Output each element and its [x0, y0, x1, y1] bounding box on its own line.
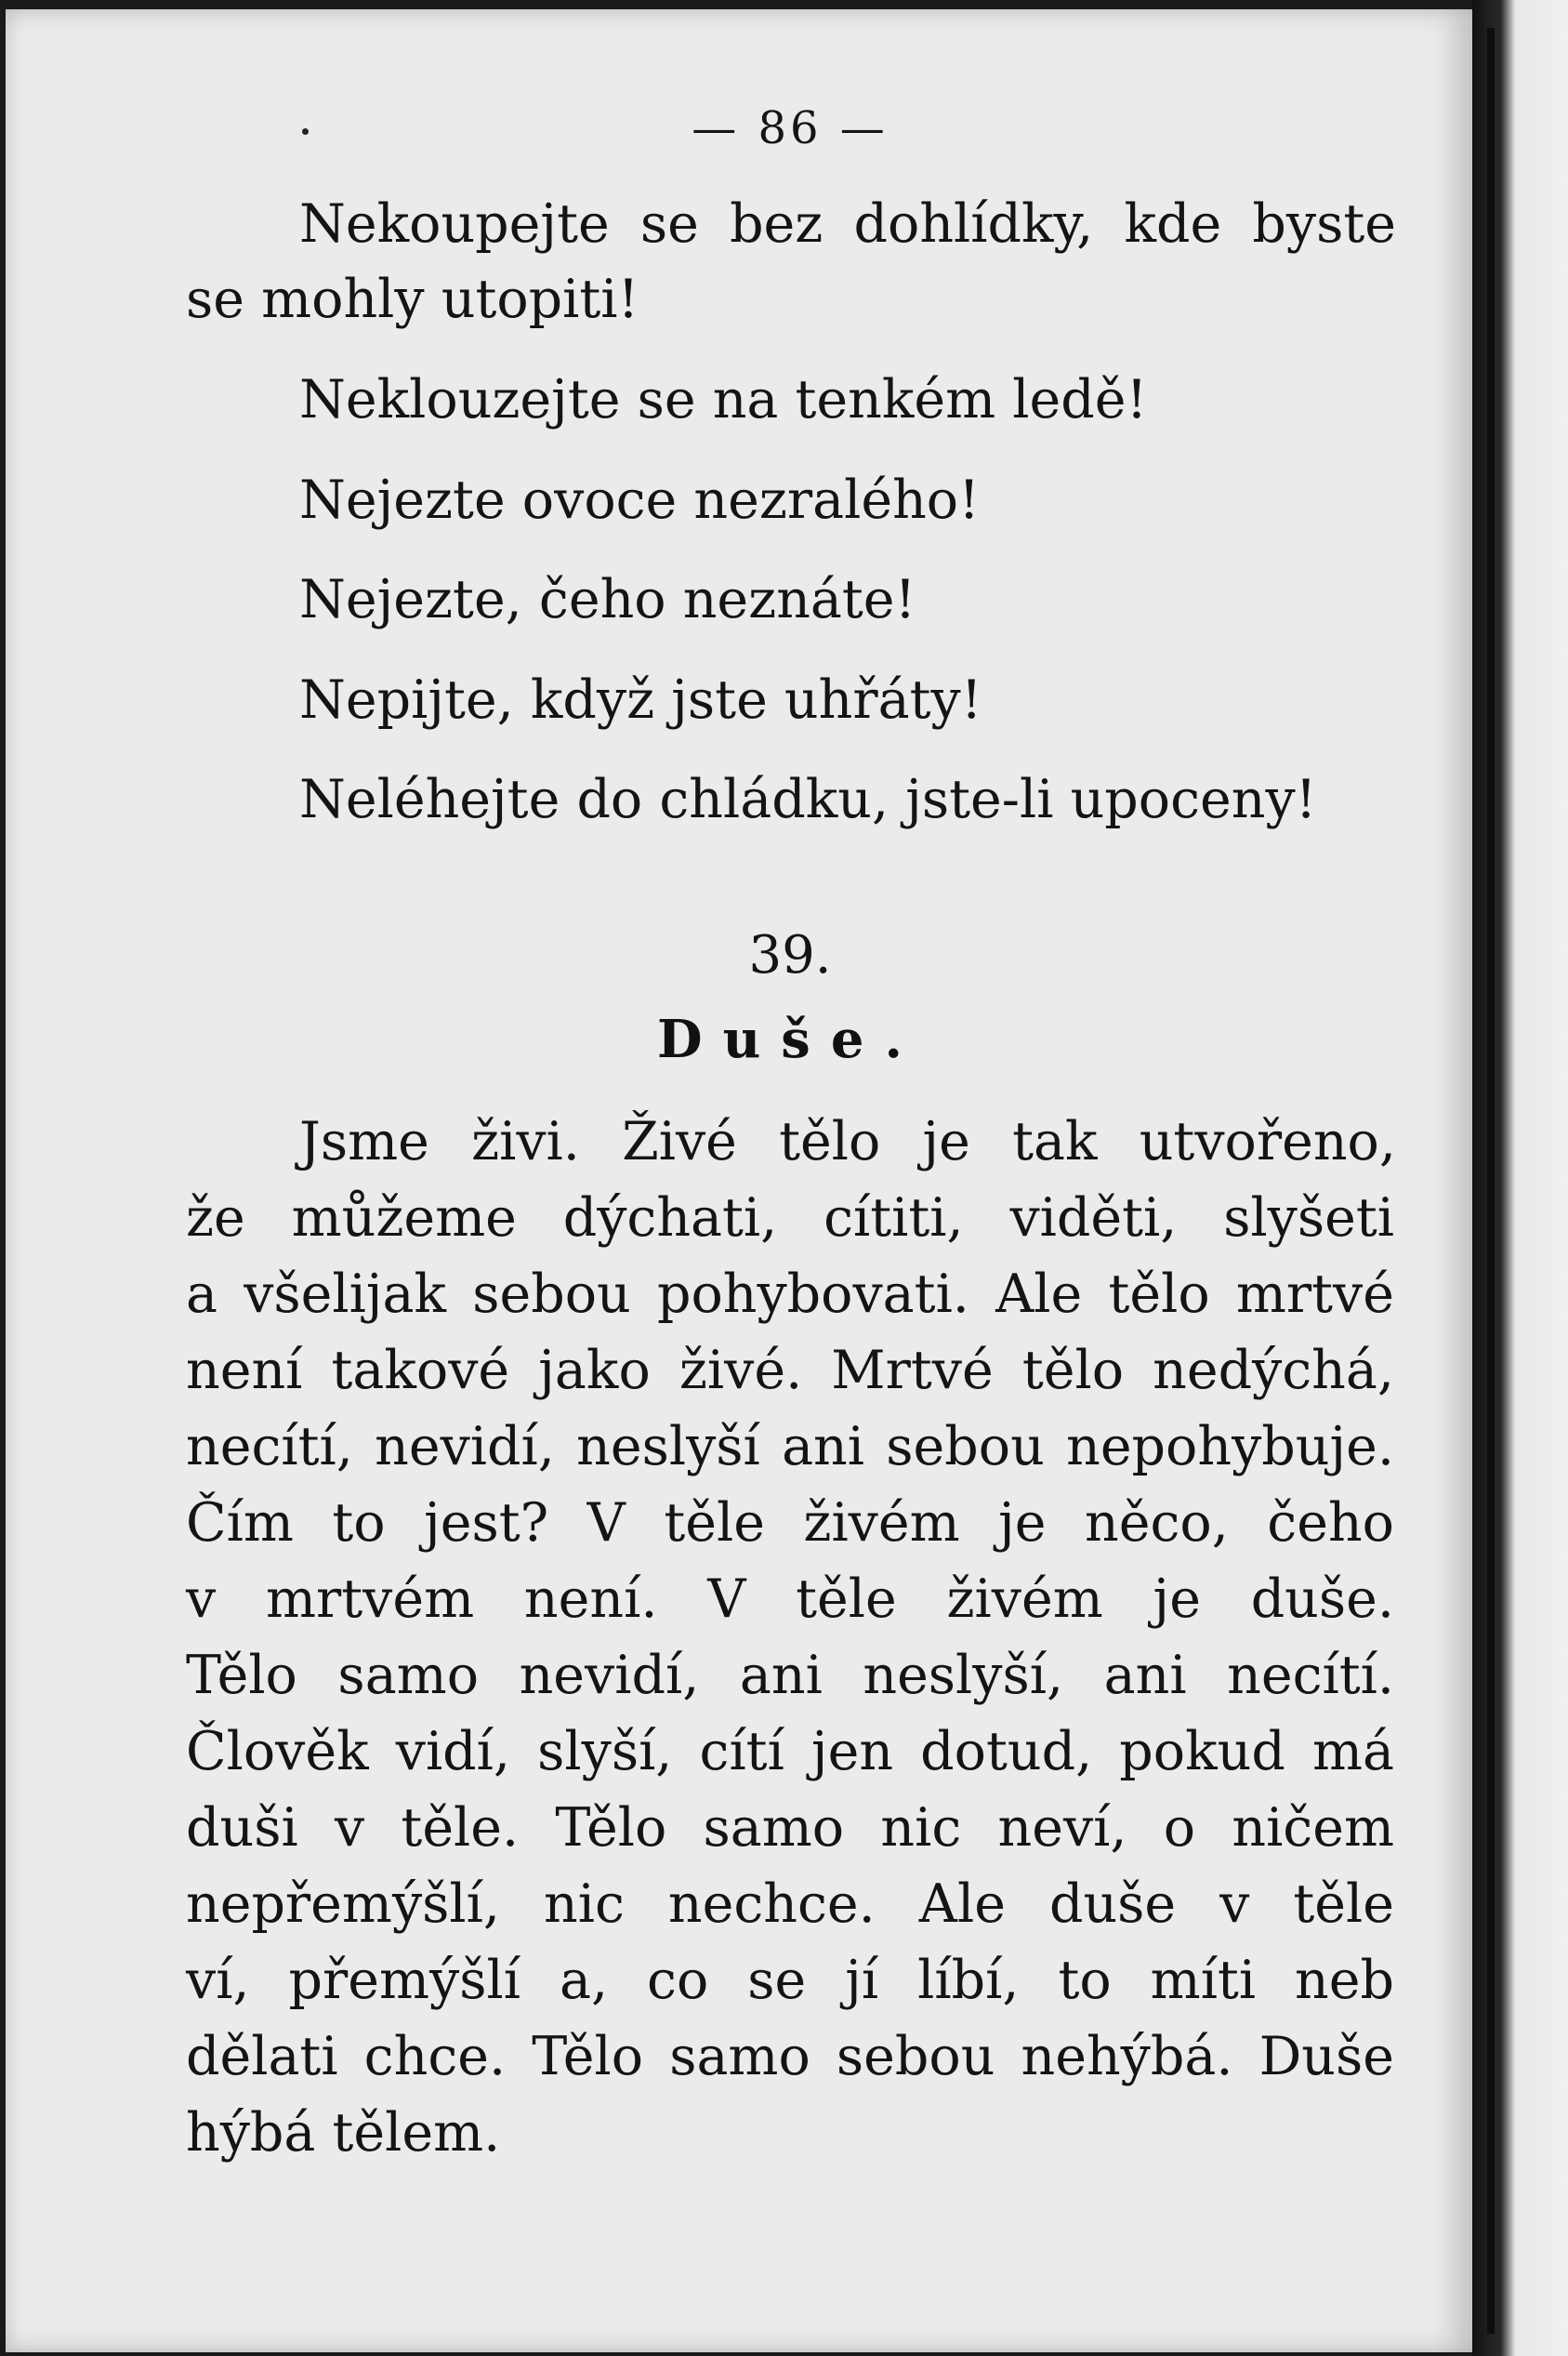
paragraph-line: že můžeme dýchati, cítiti, viděti, slyšeti [186, 1187, 1394, 1249]
paragraph-line: hýbá tělem. [186, 2102, 501, 2164]
paragraph-line: Čím to jest? V těle živém je něco, čeho [186, 1492, 1394, 1554]
paragraph-line: Jsme živi. Živé tělo je tak utvořeno, [299, 1111, 1396, 1172]
section-number: 39. [748, 925, 832, 986]
paragraph-line: Člověk vidí, slyší, cítí jen dotud, pokud má [186, 1721, 1394, 1782]
paragraph-line: nepřemýšlí, nic nechce. Ale duše v těle [186, 1873, 1394, 1935]
warning-line: Nekoupejte se bez dohlídky, kde byste [299, 193, 1396, 255]
binding-edge [1487, 28, 1495, 2334]
paragraph-line: v mrtvém není. V těle živém je duše. [186, 1568, 1394, 1630]
paragraph-line: není takové jako živé. Mrtvé tělo nedýchá, [186, 1340, 1394, 1401]
warning-line: Nepijte, když jste uhřáty! [299, 669, 982, 731]
warning-line: Neléhejte do chládku, jste-li upoceny! [299, 769, 1317, 830]
paragraph-line: a všelijak sebou pohybovati. Ale tělo mrtvé [186, 1264, 1394, 1325]
warning-line: Neklouzejte se na tenkém ledě! [299, 369, 1148, 430]
stray-mark [302, 128, 309, 135]
section-title: Duše. [657, 1009, 923, 1070]
paragraph-line: Tělo samo nevidí, ani neslyší, ani necítí. [186, 1645, 1394, 1706]
paragraph-line: duši v těle. Tělo samo nic neví, o ničem [186, 1797, 1394, 1859]
warning-line: Nejezte ovoce nezralého! [299, 470, 981, 531]
paragraph-line: necítí, nevidí, neslyší ani sebou nepohybuje. [186, 1416, 1394, 1477]
page-number: — 86 — [692, 102, 889, 154]
paragraph-line: dělati chce. Tělo samo sebou nehýbá. Duše [186, 2026, 1394, 2087]
warning-line: se mohly utopiti! [186, 269, 639, 330]
paragraph-line: ví, přemýšlí a, co se jí líbí, to míti neb [186, 1950, 1394, 2011]
warning-line: Nejezte, čeho neznáte! [299, 569, 916, 630]
